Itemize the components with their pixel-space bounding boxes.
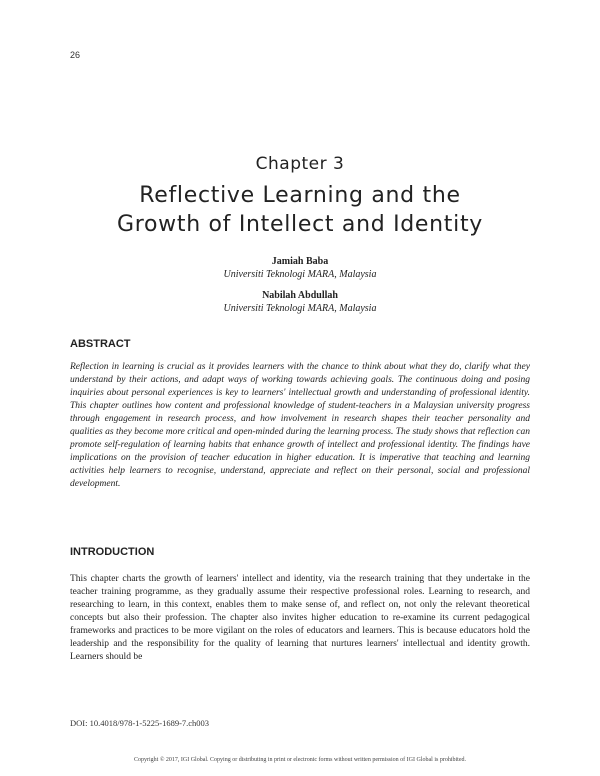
chapter-title-line-1: Reflective Learning and the bbox=[139, 183, 461, 208]
author-block bbox=[0, 290, 600, 315]
chapter-label: Chapter 3 bbox=[255, 154, 345, 174]
author-affiliation: Universiti Teknologi MARA, Malaysia bbox=[223, 303, 377, 314]
chapter-title bbox=[40, 181, 560, 239]
copyright-notice: Copyright © 2017, IGI Global. Copying or distributing in print or electronic forms without written permission of IGI Global is prohibited. bbox=[133, 757, 466, 763]
introduction-text: This chapter charts the growth of learners' intellect and identity, via the research training that they undertake in the teacher training programme, as they gradually assume their respective professional roles. Learning to research, and researching to learn, in this context, enables them to make sense of, and reflect on, not only the relevant theoretical concepts but also their profession. The chapter also invites higher education to re-examine its current pedagogical frameworks and practices to be more vigilant on the roles of educators and learners. This is because educators hold the leadership and the responsibility for the quality of learning that nurtures learners' intellectual and identity growth. Learners should be bbox=[70, 574, 530, 662]
doi[interactable]: DOI: 10.4018/978-1-5225-1689-7.ch003 bbox=[70, 718, 210, 728]
author-affiliation: Universiti Teknologi MARA, Malaysia bbox=[223, 269, 377, 280]
page-number: 26 bbox=[70, 50, 81, 60]
author-block bbox=[0, 256, 600, 281]
introduction-heading: INTRODUCTION bbox=[70, 546, 155, 558]
abstract-heading: ABSTRACT bbox=[70, 338, 131, 350]
abstract-text: Reflection in learning is crucial as it provides learners with the chance to think about what they do, clarify what they understand by their actions, and adapt ways of working towards achieving goals. The continuous doing and posing inquiries about personal experiences is key to learners' intellectual growth and understanding of professional identity. This chapter outlines how content and professional knowledge of student-teachers in a Malaysian university progress through engagement in research process, and how involvement in research shapes their teacher personality and qualities as they become more critical and open-minded during the learning process. The study shows that reflection can promote self-regulation of learning habits that enhance growth of intellect and professional identity. The findings have implications on the provision of teacher education in higher education. It is imperative that teaching and learning activities help learners to recognise, understand, appreciate and reflect on their personal, social and professional development. bbox=[70, 362, 530, 489]
chapter-title-line-2: Growth of Intellect and Identity bbox=[117, 212, 483, 237]
author-name: Nabilah Abdullah bbox=[262, 290, 338, 301]
author-name: Jamiah Baba bbox=[271, 256, 329, 267]
